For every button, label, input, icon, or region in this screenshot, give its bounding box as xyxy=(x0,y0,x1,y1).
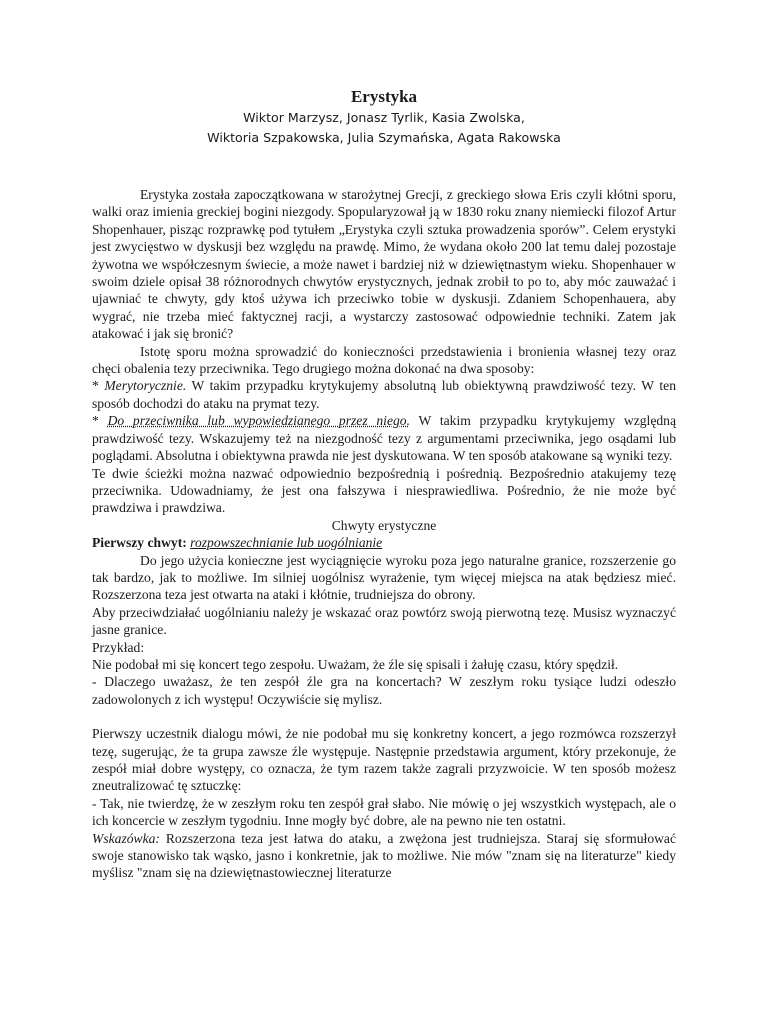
authors-line-2: Wiktoria Szpakowska, Julia Szymańska, Agata Rakowska xyxy=(207,129,561,145)
method-opponent-label: Do przeciwnika lub wypowiedzianego przez niego. xyxy=(107,413,410,429)
response-paragraph: - Tak, nie twierdzę, że w zeszłym roku ten zespół grał słabo. Nie mówię o jej wszystkich występach, ale o ich koncercie w zeszłym tygodniu. Inne mogły być dobre, ale na pewno nie ten ostatni. xyxy=(92,795,676,829)
bullet-star: * xyxy=(92,413,108,429)
tip-label: Wskazówka: xyxy=(92,830,160,846)
document-title: Erystyka xyxy=(350,87,418,106)
paths-paragraph: Te dwie ścieżki można nazwać odpowiednio bezpośrednią i pośrednią. Bezpośrednio atakujemy tezę przeciwnika. Udowadniamy, że jest ona fałszywa i niesprawiedliwa. Pośrednio, że nie może być prawdziwa i prawdziwa. xyxy=(92,465,676,516)
section-heading: Chwyty erystyczne xyxy=(331,517,437,533)
first-trick-name: rozpowszechnianie lub uogólnianie xyxy=(190,535,383,551)
first-trick-heading xyxy=(92,534,676,551)
tip-text: Rozszerzona teza jest łatwa do ataku, a zwężona jest trudniejsza. Staraj się sformułować swoje stanowisko tak wąsko, jasno i konkretnie, jak to możliwe. Nie mów "znam się na literaturze" kiedy myślisz "znam się na dziewiętnastowiecznej literaturze xyxy=(92,830,676,881)
authors-line-1: Wiktor Marzysz, Jonasz Tyrlik, Kasia Zwolska, xyxy=(243,110,525,125)
document-page xyxy=(92,86,676,882)
analysis-paragraph: Pierwszy uczestnik dialogu mówi, że nie podobał mu się konkretny koncert, a jego rozmówca rozszerzył tezę, sugerując, że ta grupa zawsze źle występuje. Następnie przedstawia argument, który przekonuje, że zespół miał dobre występy, co oznacza, że tym razem także zagrali przyzwoicie. W ten sposób możesz zneutralizować tę sztuczkę: xyxy=(92,726,676,794)
authors-block xyxy=(92,108,676,147)
example-line-2: - Dlaczego uważasz, że ten zespół źle gra na koncertach? W zeszłym roku tysiące ludzi odeszło zadowolonych z ich występu! Oczywiście się mylisz. xyxy=(92,674,676,707)
example-label: Przykład: xyxy=(92,639,145,655)
dispute-paragraph: Istotę sporu można sprowadzić do konieczności przedstawienia i bronienia własnej tezy oraz chęci obalenia tezy przeciwnika. Tego drugiego można dokonać na dwa sposoby: xyxy=(92,343,676,377)
tip-paragraph xyxy=(92,830,676,882)
method-merit-text: W takim przypadku krytykujemy absolutną lub obiektywną prawdziwość tezy. W ten sposób dochodzi do ataku na prymat tezy. xyxy=(92,378,676,411)
method-opponent xyxy=(92,412,676,464)
first-trick-label: Pierwszy chwyt: xyxy=(92,535,187,551)
counter-paragraph: Aby przeciwdziałać uogólnianiu należy je wskazać oraz powtórz swoją pierwotną tezę. Musisz wyznaczyć jasne granice. xyxy=(92,604,676,638)
method-opponent-text: W takim przypadku krytykujemy względną prawdziwość tezy. Wskazujemy też na niezgodność tezy z argumentami przeciwnika, jego osądami lub poglądami. Absolutna i obiektywna prawda nie jest dyskutowana. W ten sposób atakowane są wyniki tezy. xyxy=(92,413,676,464)
method-merit xyxy=(92,377,676,412)
method-merit-label: Merytorycznie. xyxy=(104,378,187,394)
intro-paragraph: Erystyka została zapoczątkowana w starożytnej Grecji, z greckiego słowa Eris czyli kłótni sporu, walki oraz imienia greckiej bogini niezgody. Spopularyzował ją w 1830 roku znany niemiecki filozof Artur Shopenhauer, pisząc rozprawkę pod tytułem „Erystyka czyli sztuka prowadzenia sporów”. Celem erystyki jest zwycięstwo w dyskusji bez względu na prawdę. Mimo, że wydana około 200 lat temu dalej pozostaje żywotna we współczesnym świecie, a może nawet i bardziej niż w dziewiętnastym wieku. Shopenhauer w swoim dziele opisał 38 różnorodnych chwytów erystycznych, jednak zrobił to po to, aby móc zauważać i ujawniać te chwyty, gdy ktoś używa ich przeciwko tobie w dyskusji. Zdaniem Schopenhauera, aby wygrać, nie trzeba mieć faktycznej racji, a wystarczy zastosować odpowiednie techniki. Zatem jak atakować i jak się bronić? xyxy=(92,187,676,342)
trick-description: Do jego użycia konieczne jest wyciągnięcie wyroku poza jego naturalne granice, rozszerzenie go tak bardzo, jak to możliwe. Im silniej uogólnisz wyrażenie, tym więcej miejsca na atak będziesz mieć. Rozszerzona teza jest otwarta na ataki i kłótnie, trudniejsza do obrony. xyxy=(92,552,676,603)
example-line-1: Nie podobał mi się koncert tego zespołu. Uważam, że źle się spisali i żałuję czasu, który spędził. xyxy=(92,656,619,672)
bullet-star: * xyxy=(92,378,105,394)
